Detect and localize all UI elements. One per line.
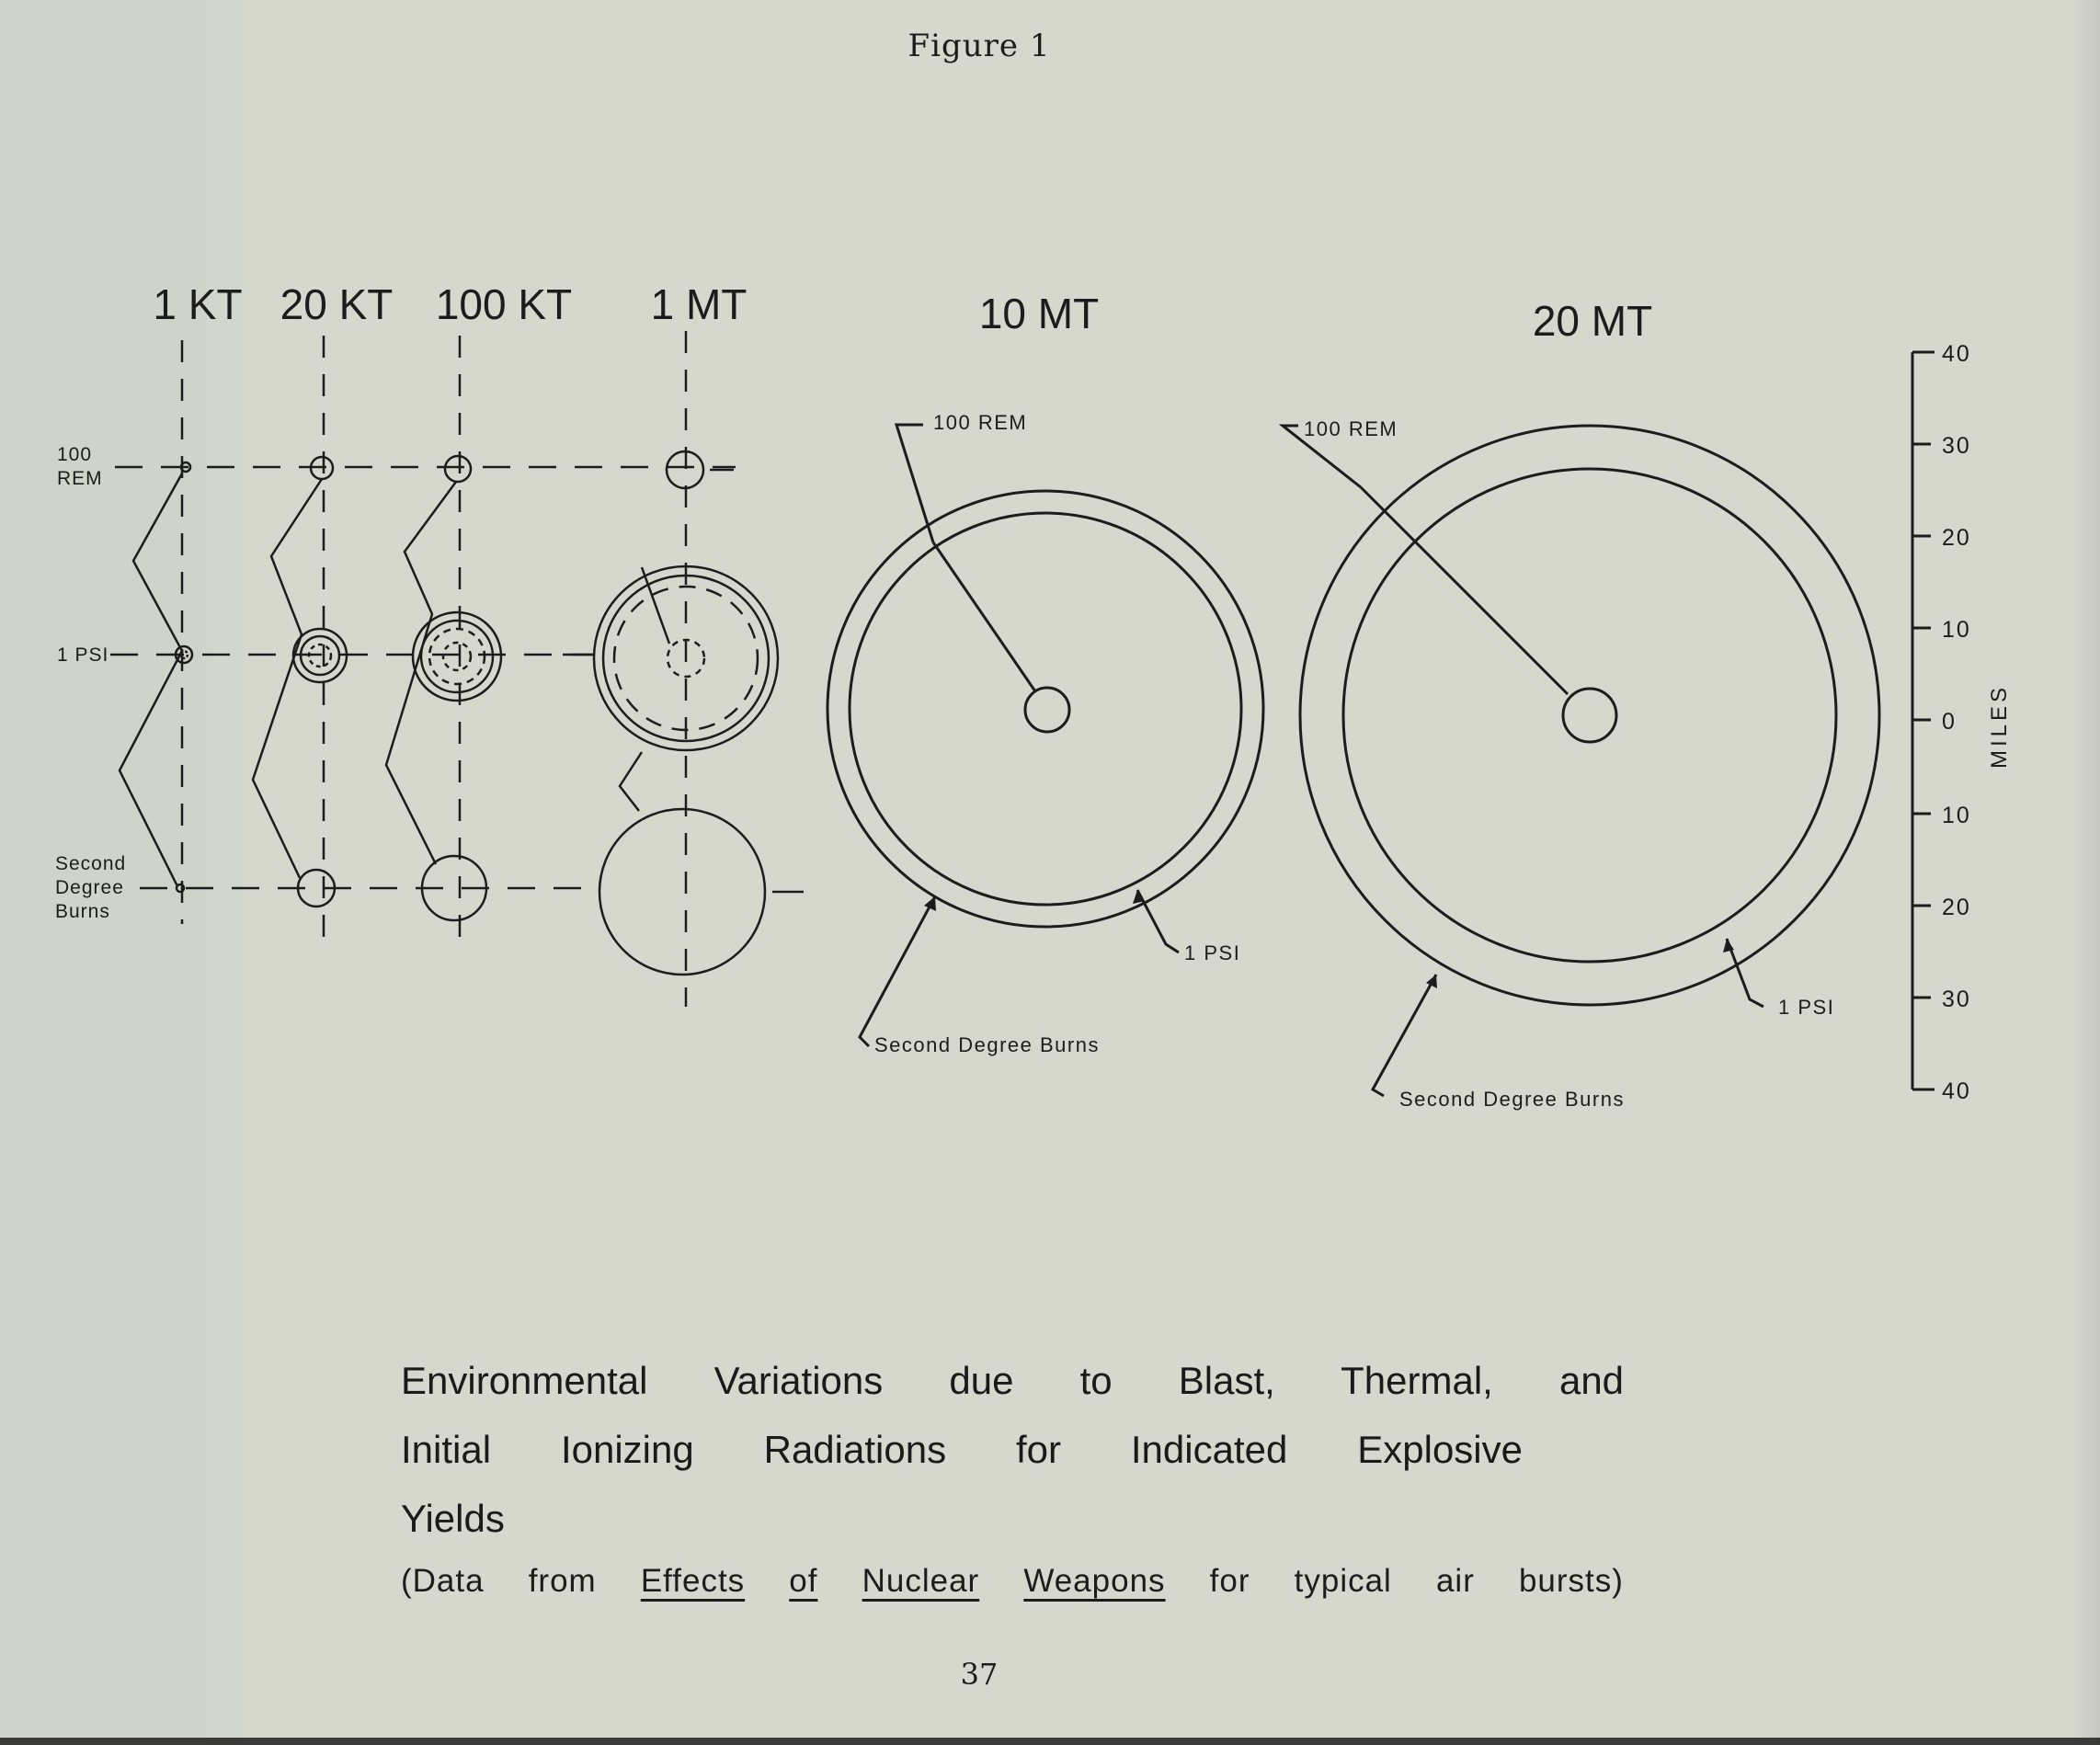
- caption-word: Indicated: [1130, 1428, 1288, 1471]
- caption-word: Initial: [401, 1428, 492, 1471]
- 100kt-psi-dashed-inner: [443, 643, 471, 670]
- source-title-word: of: [789, 1563, 818, 1599]
- 20mt-psi-label: 1 PSI: [1778, 996, 1835, 1019]
- source-word: typical: [1294, 1563, 1392, 1599]
- 20mt-burns-arrowhead: [1426, 975, 1437, 988]
- 10mt-burns-arrowhead: [924, 896, 936, 911]
- caption-word: Variations: [713, 1359, 884, 1402]
- source-word: for: [1209, 1563, 1250, 1599]
- source-title-word: Weapons: [1023, 1563, 1166, 1599]
- 10mt-psi-label: 1 PSI: [1184, 941, 1241, 964]
- yield-100kt-circles: [386, 456, 501, 920]
- scale-label-40-bottom: 40: [1942, 1078, 1971, 1104]
- scale-axis-title: MILES: [1987, 683, 2012, 770]
- scale-label-30-top: 30: [1942, 433, 1971, 459]
- yield-20kt-circles: [253, 457, 347, 907]
- yield-headings: [153, 280, 1652, 345]
- figure-title: Figure 1: [907, 28, 1051, 64]
- 100kt-zigzag: [386, 482, 456, 864]
- row-label-psi: 1 PSI: [57, 644, 109, 666]
- source-note: [401, 1563, 1624, 1600]
- caption-word: Explosive: [1357, 1428, 1523, 1471]
- caption-word: Environmental: [401, 1359, 648, 1402]
- scale-label-20-bottom: 20: [1942, 895, 1971, 920]
- source-word: (Data: [401, 1563, 485, 1599]
- page-number: 37: [960, 1657, 999, 1692]
- 100kt-psi-circle: [413, 612, 501, 701]
- caption-line-2: [401, 1428, 1523, 1472]
- reference-line-tails: [563, 470, 804, 892]
- source-title-word: Effects: [640, 1563, 746, 1599]
- yield-heading-20mt: 20 MT: [1532, 297, 1653, 345]
- 10mt-rem-pointer: [933, 542, 1035, 691]
- yield-1kt-circles: [120, 462, 192, 892]
- caption-word: Radiations: [763, 1428, 947, 1471]
- row-label-burns-1: Second: [55, 853, 127, 874]
- yield-heading-20kt: 20 KT: [280, 280, 394, 328]
- source-word: from: [528, 1563, 597, 1599]
- 100kt-psi-dashed-outer: [429, 629, 485, 684]
- 10mt-burns-label: Second Degree Burns: [874, 1033, 1100, 1056]
- 20mt-burns-leader: [1373, 975, 1436, 1096]
- row-label-rem-1: 100: [57, 444, 93, 465]
- 100kt-rem-circle: [445, 456, 471, 482]
- 10mt-burns-leader: [860, 896, 935, 1046]
- source-word: air: [1435, 1563, 1475, 1599]
- scale-label-0: 0: [1942, 709, 1957, 735]
- caption-word: and: [1558, 1359, 1625, 1402]
- scale-label-10-top: 10: [1942, 617, 1971, 643]
- caption-word: due: [949, 1359, 1014, 1402]
- scale-label-40-top: 40: [1942, 341, 1971, 367]
- row-labels: [55, 444, 126, 922]
- 10mt-rem-label: 100 REM: [933, 411, 1028, 434]
- scale-label-30-bottom: 30: [1942, 987, 1971, 1012]
- caption-word: Blast,: [1178, 1359, 1275, 1402]
- scale-label-20-top: 20: [1942, 525, 1971, 551]
- 10mt-rem-circle: [1025, 688, 1069, 732]
- row-label-rem-2: REM: [57, 468, 103, 489]
- yield-heading-1kt: 1 KT: [153, 280, 243, 328]
- caption-line-3: Yields: [401, 1497, 505, 1540]
- 10mt-psi-circle: [850, 513, 1241, 905]
- row-label-burns-2: Degree: [55, 877, 124, 898]
- 20mt-rem-circle: [1563, 689, 1616, 742]
- 20kt-zigzag: [253, 479, 322, 878]
- 1mt-burns-circle: [599, 809, 765, 975]
- yield-heading-1mt: 1 MT: [650, 280, 748, 328]
- 1kt-zigzag: [120, 473, 182, 886]
- column-lines: [182, 331, 686, 1007]
- caption-word: for: [1015, 1428, 1061, 1471]
- caption-word: Thermal,: [1341, 1359, 1493, 1402]
- scale-label-10-bottom: 10: [1942, 803, 1971, 828]
- scale-labels: [1942, 341, 2012, 1104]
- 1mt-zigzag: [620, 752, 642, 811]
- source-title-word: Nuclear: [862, 1563, 980, 1599]
- 100kt-psi-inner: [421, 621, 493, 692]
- yield-heading-100kt: 100 KT: [435, 280, 573, 328]
- caption-word: to: [1079, 1359, 1113, 1402]
- yield-heading-10mt: 10 MT: [978, 290, 1100, 337]
- row-label-burns-3: Burns: [55, 901, 110, 922]
- 20mt-rem-label: 100 REM: [1304, 417, 1398, 440]
- caption-word: Ionizing: [560, 1428, 694, 1471]
- miles-scale: [1912, 352, 1935, 1089]
- caption-line-1: [401, 1359, 1624, 1403]
- reference-lines: [110, 467, 736, 888]
- source-word: bursts): [1518, 1563, 1624, 1599]
- page-bottom-edge: [0, 1738, 2100, 1745]
- 20mt-rem-pointer: [1361, 487, 1568, 694]
- 10mt-burns-circle: [827, 491, 1263, 927]
- 20mt-burns-label: Second Degree Burns: [1399, 1088, 1625, 1111]
- 10mt-rem-leader: [896, 425, 933, 542]
